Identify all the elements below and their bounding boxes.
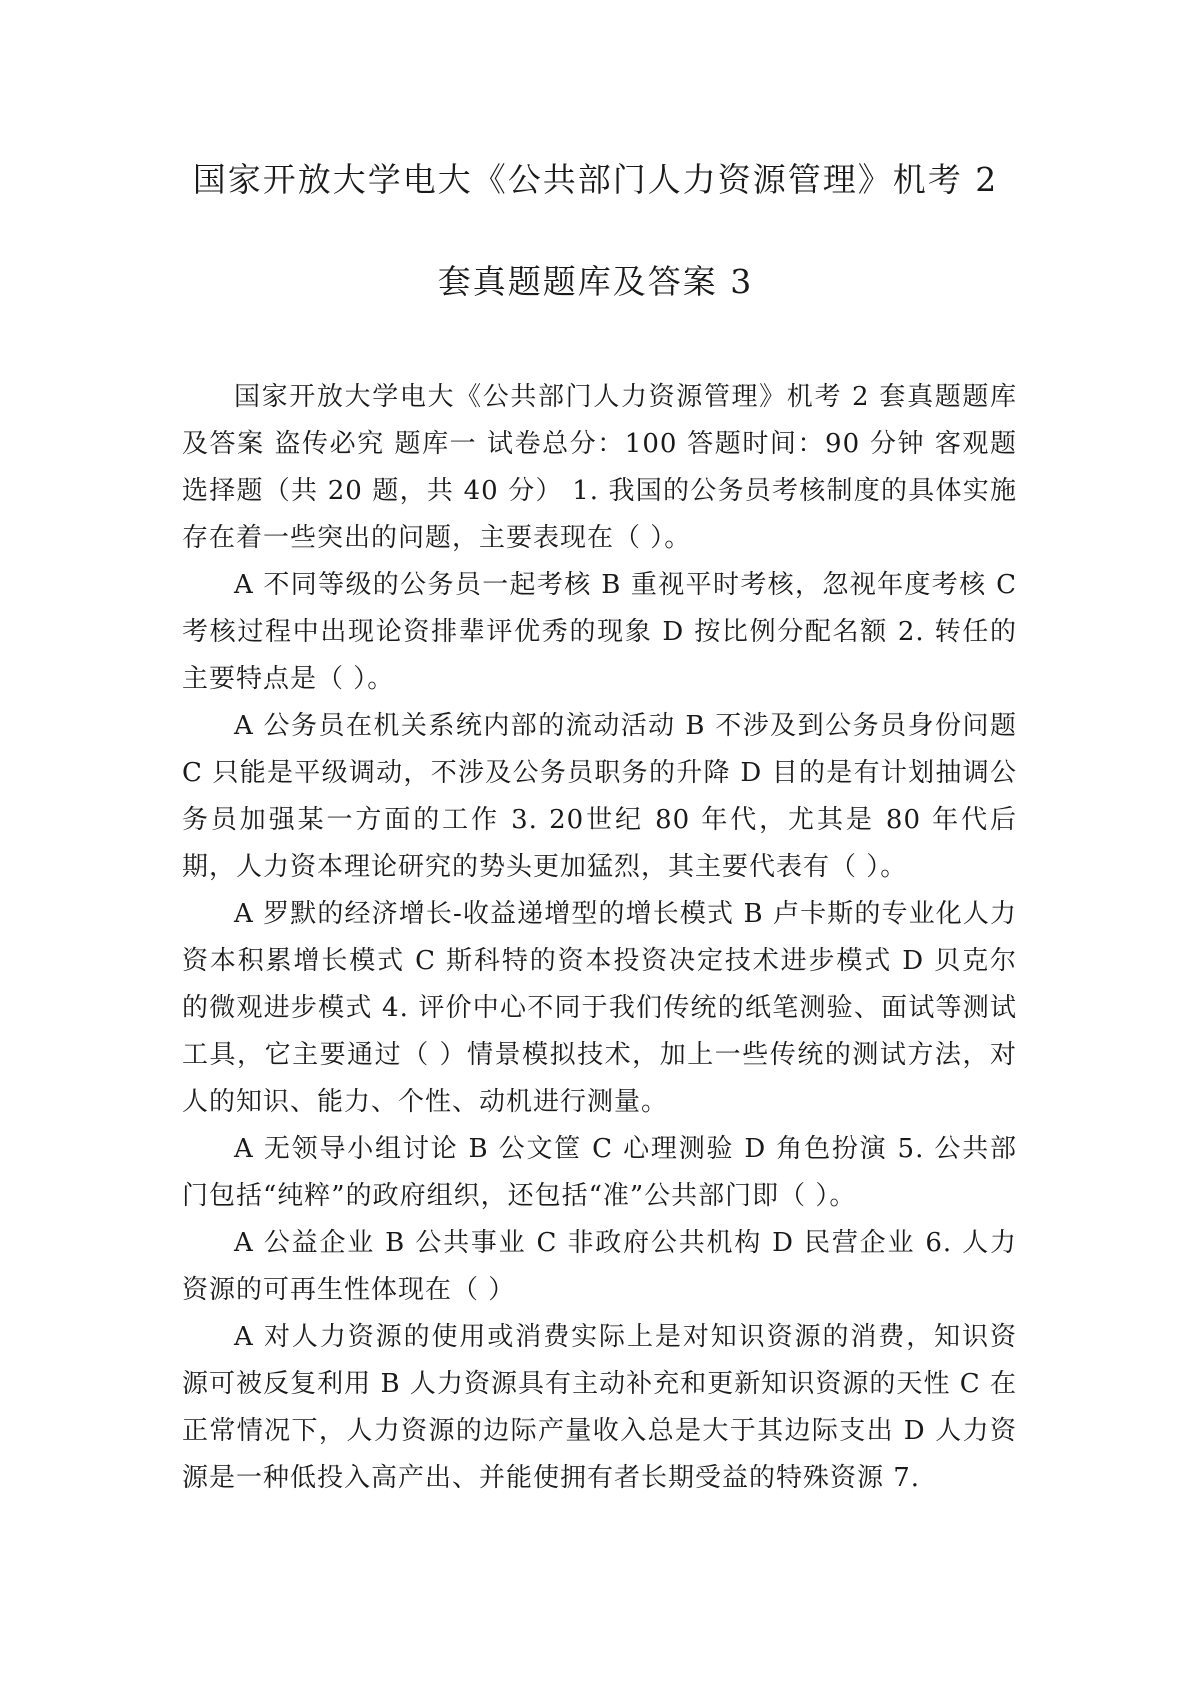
question-2-options: A 公务员在机关系统内部的流动活动 B 不涉及到公务员身份问题 C 只能是平级调动，不涉及公务员职务的升降 D 目的是有计划抽调公务员加强某一方面的工作 3. 20世纪 80 年代，尤其是 80 年代后期，人力资本理论研究的势头更加猛烈，其主要代表有（ ）。 (182, 711, 1017, 882)
question-3-options: A 罗默的经济增长-收益递增型的增长模式 B 卢卡斯的专业化人力资本积累增长模式 C 斯科特的资本投资决定技术进步模式 D 贝克尔的微观进步模式 4. 评价中心不同于我们传统的纸笔测验、面试等测试工具，它主要通过（ ）情景模拟技术，加上一些传统的测试方法，对人的知识、能力、个性、动机进行测量。 (182, 899, 1017, 1117)
document-body (182, 374, 1017, 1502)
intro-paragraph: 国家开放大学电大《公共部门人力资源管理》机考 2 套真题题库及答案 盗传必究 题库一 试卷总分：100 答题时间：90 分钟 客观题 选择题（共 20 题，共 40 分） 1. 我国的公务员考核制度的具体实施存在着一些突出的问题，主要表现在（ ）。 (182, 382, 1017, 553)
question-1-options: A 不同等级的公务员一起考核 B 重视平时考核，忽视年度考核 C 考核过程中出现论资排辈评优秀的现象 D 按比例分配名额 2. 转任的主要特点是（ ）。 (182, 570, 1017, 694)
question-5-options: A 公益企业 B 公共事业 C 非政府公共机构 D 民营企业 6. 人力资源的可再生性体现在（ ） (182, 1228, 1017, 1305)
document-title-line-1: 国家开放大学电大《公共部门人力资源管理》机考 2 (192, 160, 999, 199)
document-title-line-2: 套真题题库及答案 3 (437, 262, 754, 301)
question-4-options: A 无领导小组讨论 B 公文筐 C 心理测验 D 角色扮演 5. 公共部门包括“纯粹”的政府组织，还包括“准”公共部门即（ ）。 (182, 1134, 1017, 1211)
question-6-options: A 对人力资源的使用或消费实际上是对知识资源的消费，知识资源可被反复利用 B 人力资源具有主动补充和更新知识资源的天性 C 在正常情况下，人力资源的边际产量收入总是大于其边际支出 D 人力资源是一种低投入高产出、并能使拥有者长期受益的特殊资源 7. (182, 1322, 1017, 1493)
